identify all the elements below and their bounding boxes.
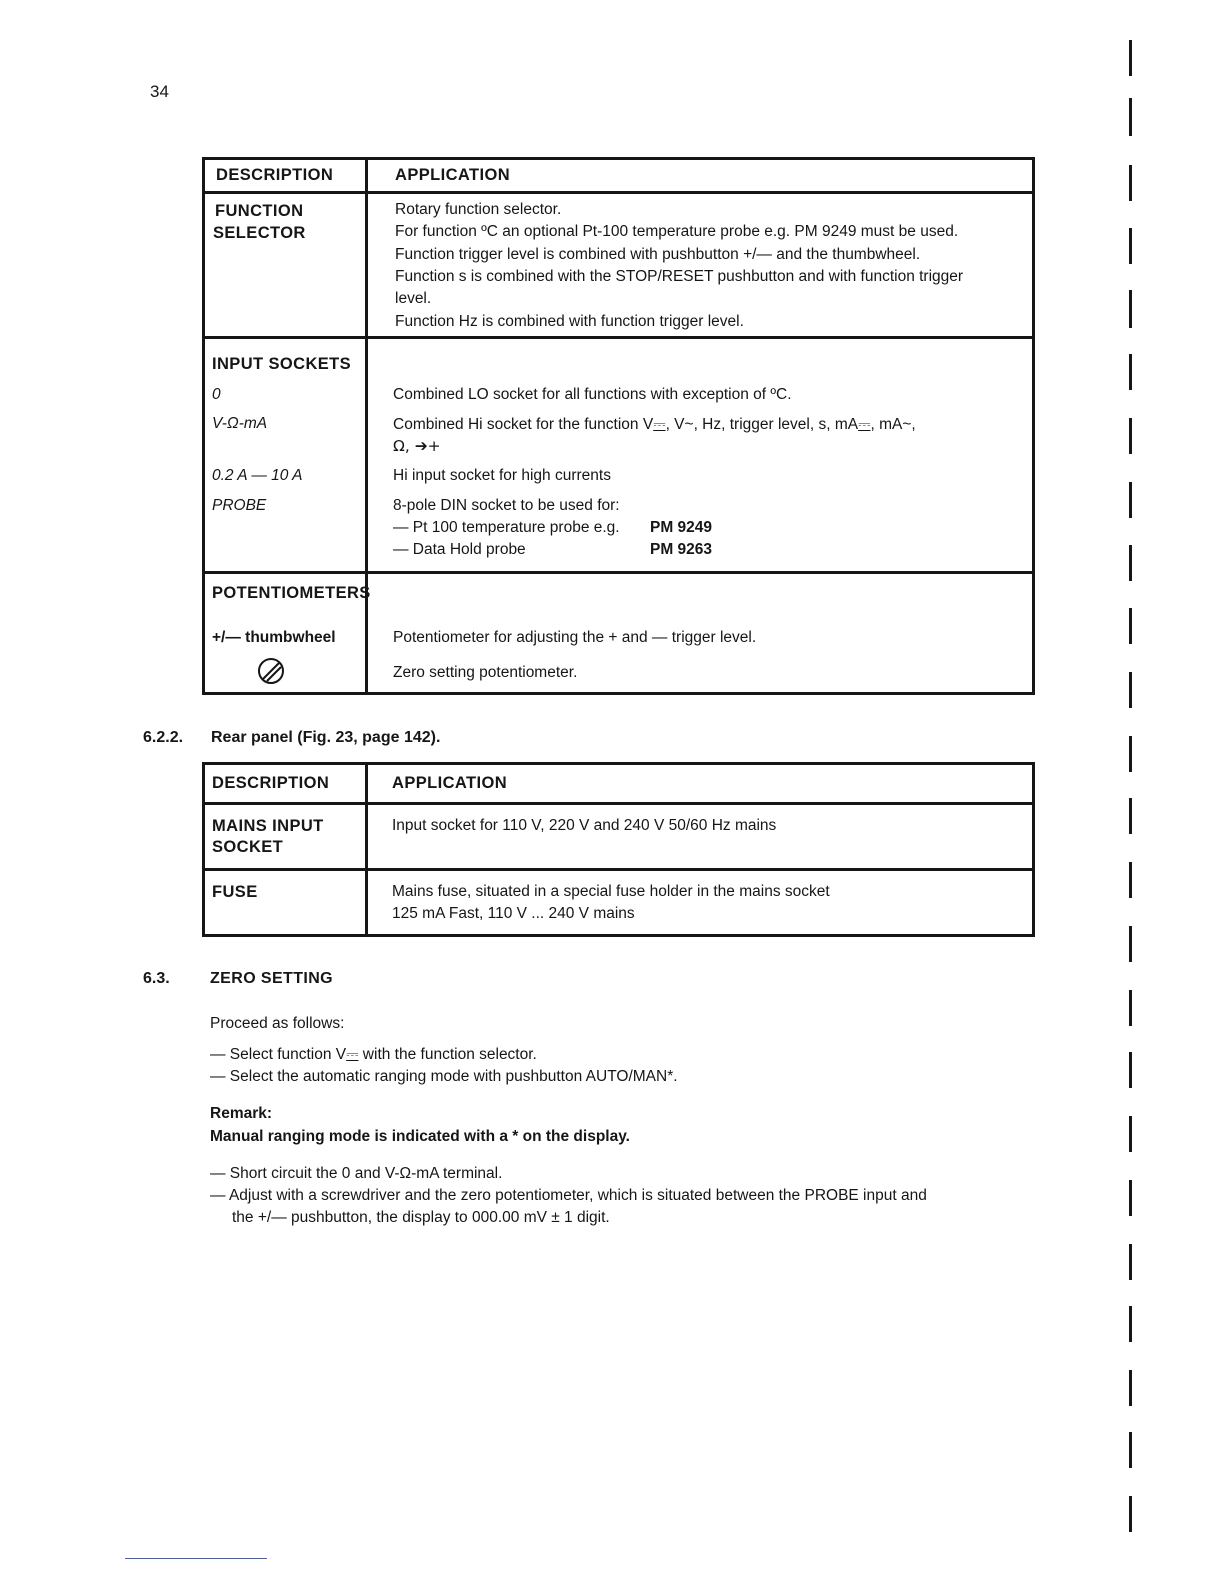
mains-text: Input socket for 110 V, 220 V and 240 V 50/60 Hz mains — [392, 817, 777, 834]
thumbwheel-text: Potentiometer for adjusting the + and — trigger level. — [393, 629, 757, 646]
page-number: 34 — [150, 82, 169, 101]
fs-line-2: For function ºC an optional Pt-100 temperature probe e.g. PM 9249 must be used. — [395, 223, 959, 240]
table1-header-description: DESCRIPTION — [216, 166, 334, 184]
section-622-number: 6.2.2. — [143, 729, 184, 746]
zero-step-4-line2: the +/— pushbutton, the display to 000.00 mV ± 1 digit. — [232, 1209, 610, 1226]
zero-step-3: — Short circuit the 0 and V-Ω-mA terminal. — [210, 1165, 503, 1182]
thumbwheel-label: +/— thumbwheel — [212, 629, 336, 646]
socket-label-0: 0 — [212, 386, 221, 403]
mains-label-2: SOCKET — [212, 838, 284, 856]
socket-label-probe: PROBE — [212, 497, 267, 514]
fs-line-4: Function s is combined with the STOP/RESET pushbutton and with function trigger — [395, 268, 964, 285]
zero-step-4-line1: — Adjust with a screwdriver and the zero potentiometer, which is situated between the PROBE input and — [210, 1187, 927, 1204]
table2-header-description: DESCRIPTION — [212, 774, 330, 792]
table2-header-application: APPLICATION — [392, 774, 508, 792]
socket-text-0: Combined LO socket for all functions with exception of ºC. — [393, 386, 792, 403]
socket-text-probe: 8-pole DIN socket to be used for: — [393, 497, 620, 514]
fs-line-5: level. — [395, 290, 432, 307]
function-selector-row — [204, 193, 1034, 338]
socket-label-current: 0.2 A — 10 A — [212, 467, 303, 484]
mains-row — [204, 804, 1034, 870]
footer-link-underline — [125, 1558, 267, 1559]
zero-intro: Proceed as follows: — [210, 1015, 345, 1032]
table1-header-application: APPLICATION — [395, 166, 511, 184]
fs-line-1: Rotary function selector. — [395, 201, 562, 218]
potentiometers-title: POTENTIOMETERS — [212, 584, 371, 602]
fuse-label: FUSE — [212, 883, 258, 901]
function-selector-label-2: SELECTOR — [213, 224, 306, 242]
fuse-line-2: 125 mA Fast, 110 V ... 240 V mains — [392, 905, 635, 922]
potentiometers-row — [204, 573, 1034, 694]
remark-title: Remark: — [210, 1105, 273, 1122]
socket-text-vomA-line2: Ω, ➔+ — [393, 437, 441, 455]
zero-potentiometer-icon — [256, 656, 286, 686]
remark-text: Manual ranging mode is indicated with a * on the display. — [210, 1128, 630, 1145]
zero-step-2: — Select the automatic ranging mode with pushbutton AUTO/MAN*. — [210, 1068, 678, 1085]
zero-step-1: — Select function V⎓ with the function selector. — [210, 1045, 537, 1063]
dc-symbol-icon: ⎓ — [858, 415, 871, 433]
probe-item-2: — Data Hold probe — [393, 541, 526, 558]
input-sockets-title: INPUT SOCKETS — [212, 355, 352, 373]
socket-text-current: Hi input socket for high currents — [393, 467, 611, 484]
mains-label-1: MAINS INPUT — [212, 817, 324, 835]
section-63-number: 6.3. — [143, 970, 170, 987]
fuse-line-1: Mains fuse, situated in a special fuse holder in the mains socket — [392, 883, 830, 900]
fuse-row — [204, 870, 1034, 936]
probe-item-2-code: PM 9263 — [650, 541, 713, 558]
dc-symbol-icon: ⎓ — [346, 1045, 359, 1063]
probe-item-1-code: PM 9249 — [650, 519, 713, 536]
rear-panel-table — [202, 762, 1035, 937]
input-sockets-row — [204, 338, 1034, 573]
section-622-title: Rear panel (Fig. 23, page 142). — [211, 729, 441, 746]
probe-item-1: — Pt 100 temperature probe e.g. — [393, 519, 620, 536]
fs-line-6: Function Hz is combined with function trigger level. — [395, 313, 744, 330]
zero-pot-text: Zero setting potentiometer. — [393, 664, 578, 681]
fs-line-3: Function trigger level is combined with pushbutton +/— and the thumbwheel. — [395, 246, 921, 263]
socket-label-vomA: V-Ω-mA — [212, 415, 268, 432]
socket-text-vomA: Combined Hi socket for the function V⎓, V~, Hz, trigger level, s, mA⎓, mA~, — [393, 415, 916, 433]
front-panel-table — [202, 157, 1035, 695]
dc-symbol-icon: ⎓ — [653, 415, 666, 433]
section-63-title: ZERO SETTING — [210, 970, 334, 987]
function-selector-label-1: FUNCTION — [215, 202, 304, 220]
